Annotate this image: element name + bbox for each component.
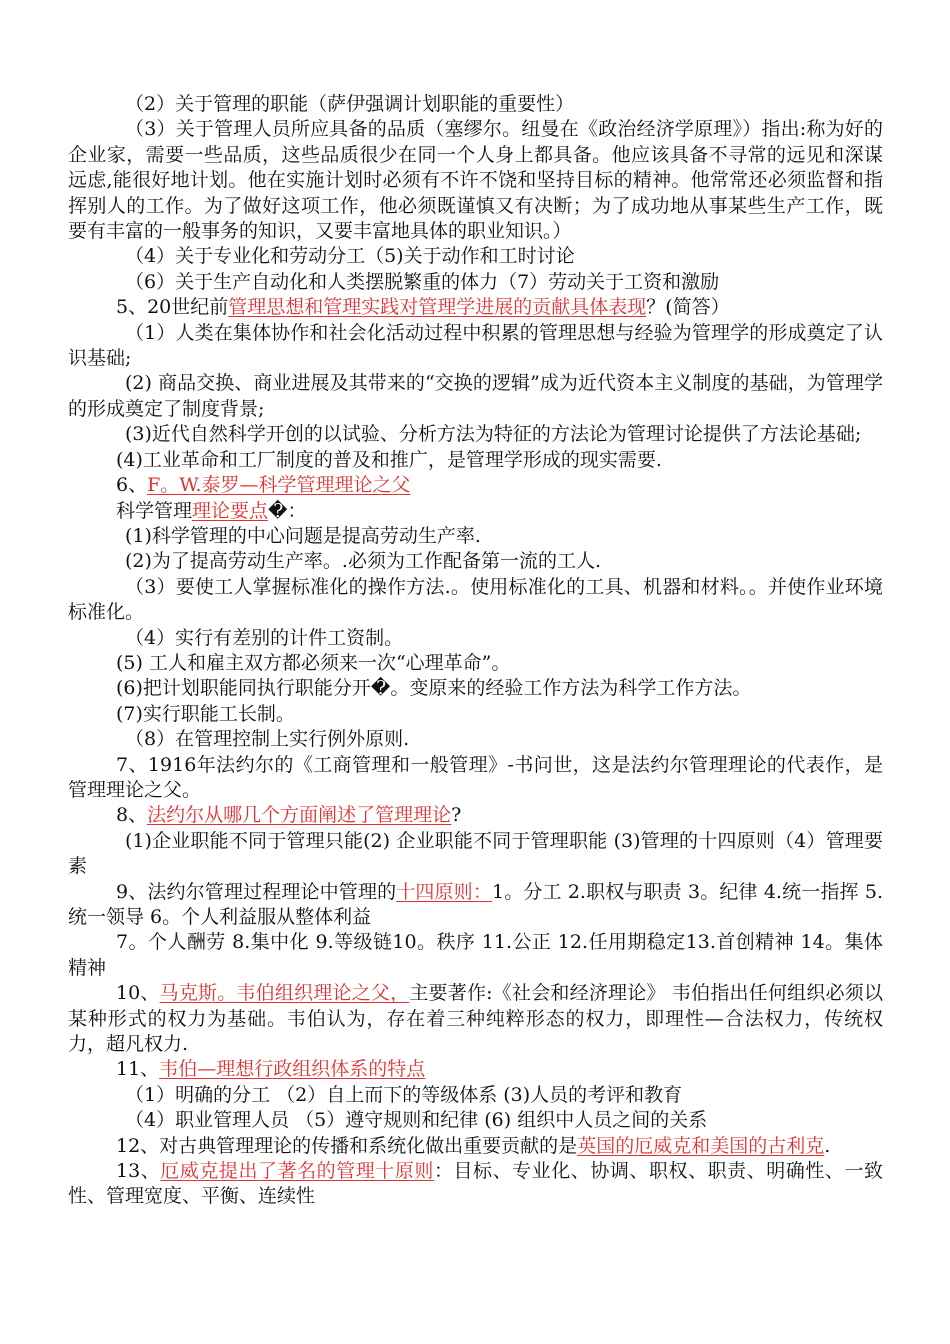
text-run: 8、	[116, 804, 148, 827]
paragraph	[68, 422, 883, 447]
text-run: (5) 工人和雇主双方都必须来一次“心理革命”。	[116, 651, 511, 674]
paragraph	[68, 321, 883, 372]
text-run: 11、	[116, 1058, 160, 1081]
text-run: 10、	[116, 982, 160, 1005]
paragraph	[68, 270, 883, 295]
paragraph	[68, 1108, 883, 1133]
paragraph	[68, 575, 883, 626]
text-run: .	[824, 1134, 831, 1157]
paragraph	[68, 880, 883, 931]
text-run: (2)为了提高劳动生产率。.必须为工作配备第一流的工人.	[125, 550, 601, 573]
text-run: �：	[268, 499, 307, 522]
text-run: （2）关于管理的职能（萨伊强调计划职能的重要性）	[125, 93, 575, 115]
text-run: (1)企业职能不同于管理只能(2) 企业职能不同于管理职能 (3)管理的十四原则（4）管理要素	[68, 829, 883, 878]
text-run: （8）在管理控制上实行例外原则.	[125, 728, 410, 751]
paragraph	[68, 524, 883, 549]
paragraph	[68, 448, 883, 473]
text-run: 5、20世纪前	[116, 296, 229, 319]
paragraph	[68, 981, 883, 1057]
highlighted-heading-text: 马克斯。韦伯组织理论之父，	[159, 982, 410, 1005]
text-run: (2) 商品交换、商业进展及其带来的“交换的逻辑”成为近代资本主义制度的基础，为管理学的形成奠定了制度背景;	[68, 372, 883, 420]
text-run: (4)工业革命和工厂制度的普及和推广，是管理学形成的现实需要.	[116, 448, 662, 471]
highlighted-heading-text: 厄威克提出了著名的管理十原则	[160, 1160, 434, 1183]
paragraph	[68, 92, 883, 117]
highlighted-heading-text: 十四原则：	[396, 880, 492, 903]
paragraph	[68, 753, 883, 804]
paragraph	[68, 473, 883, 498]
paragraph	[68, 930, 883, 981]
paragraph	[68, 499, 883, 524]
paragraph	[68, 244, 883, 269]
text-run: 1。分工 2.职权与职责 3。纪律 4.统一指挥 5.统一领导 6。个人利益服从整体利益	[68, 880, 883, 928]
paragraph	[68, 295, 883, 320]
text-run: 主要著作:《社会和经济理论》 韦伯指出任何组织必须以某种形式的权力为基础。韦伯认为，存在着三种纯粹形态的权力，即理性—合法权力，传统权力，超凡权力.	[68, 982, 883, 1056]
paragraph	[68, 626, 883, 651]
paragraph	[68, 1083, 883, 1108]
paragraph	[68, 549, 883, 574]
paragraph	[68, 651, 883, 676]
highlighted-heading-text: 法约尔从哪几个方面阐述了管理理论	[147, 804, 452, 827]
text-run: 6、	[116, 474, 148, 497]
paragraph	[68, 1159, 883, 1210]
highlighted-heading-text: 管理思想和管理实践对管理学进展的贡献具体表现	[228, 296, 647, 319]
text-run: 12、对古典管理理论的传播和系统化做出重要贡献的是	[116, 1134, 578, 1157]
text-run: (7)实行职能工长制。	[116, 702, 295, 725]
paragraph	[68, 117, 883, 244]
text-run: （4）职业管理人员 （5）遵守规则和纪律 (6) 组织中人员之间的关系	[125, 1109, 708, 1132]
highlighted-heading-text: F。W.泰罗—科学管理理论之父	[147, 474, 411, 497]
paragraph	[68, 1057, 883, 1082]
document-body	[68, 92, 883, 1210]
text-run: (6)把计划职能同执行职能分开�。变原来的经验工作方法为科学工作方法。	[116, 677, 752, 700]
paragraph	[68, 371, 883, 422]
text-run: （4）实行有差别的计件工资制。	[125, 626, 404, 649]
text-run: ?	[451, 804, 462, 827]
highlighted-heading-text: 韦伯—理想行政组织体系的特点	[159, 1058, 426, 1081]
text-run: 7。个人酬劳 8.集中化 9.等级链10。秩序 11.公正 12.任用期稳定13.首创精神 14。集体精神	[68, 931, 883, 979]
text-run: （4）关于专业化和劳动分工（5)关于动作和工时讨论	[125, 245, 575, 268]
paragraph	[68, 676, 883, 701]
text-run: 7、1916年法约尔的《工商管理和一般管理》-书问世，这是法约尔管理理论的代表作，是管理理论之父。	[68, 753, 883, 801]
text-run: 13、	[116, 1160, 161, 1183]
text-run: （1）人类在集体协作和社会化活动过程中积累的管理思想与经验为管理学的形成奠定了认识基础;	[68, 321, 883, 370]
paragraph	[68, 727, 883, 752]
text-run: 科学管理	[116, 499, 193, 522]
paragraph	[68, 702, 883, 727]
paragraph	[68, 829, 883, 880]
text-run: (1)科学管理的中心问题是提高劳动生产率.	[125, 524, 481, 547]
text-run: （6）关于生产自动化和人类摆脱繁重的体力（7）劳动关于工资和激励	[125, 270, 720, 293]
text-run: ？(简答）	[646, 296, 730, 319]
highlighted-heading-text: 理论要点	[192, 499, 269, 522]
paragraph	[68, 803, 883, 828]
text-run: （3）关于管理人员所应具备的品质（塞缪尔。纽曼在《政治经济学原理》）指出:称为好的企业家，需要一些品质，这些品质很少在同一个人身上都具备。他应该具备不寻常的远见和深谋远虑,能很好地计划。他在实施计划时必须有不许不饶和坚持目标的精神。他常常还必须监督和指挥别人的工作。为了做好这项工作，他必须既谨慎又有决断；为了成功地从事某些生产工作，既要有丰富的一般事务的知识，又要丰富地具体的职业知识。）	[68, 118, 883, 243]
text-run: ：目标、专业化、协调、职权、职责、明确性、一致性、管理宽度、平衡、连续性	[68, 1160, 883, 1208]
text-run: (3)近代自然科学开创的以试验、分析方法为特征的方法论为管理讨论提供了方法论基础;	[125, 423, 862, 446]
text-run: （1）明确的分工 （2）自上而下的等级体系 (3)人员的考评和教育	[125, 1083, 683, 1106]
text-run: （3）要使工人掌握标准化的操作方法.。使用标准化的工具、机器和材料。。并使作业环境标准化。	[68, 575, 883, 624]
highlighted-heading-text: 英国的厄威克和美国的古利克	[577, 1134, 825, 1157]
text-run: 9、法约尔管理过程理论中管理的	[116, 880, 397, 903]
paragraph	[68, 1134, 883, 1159]
